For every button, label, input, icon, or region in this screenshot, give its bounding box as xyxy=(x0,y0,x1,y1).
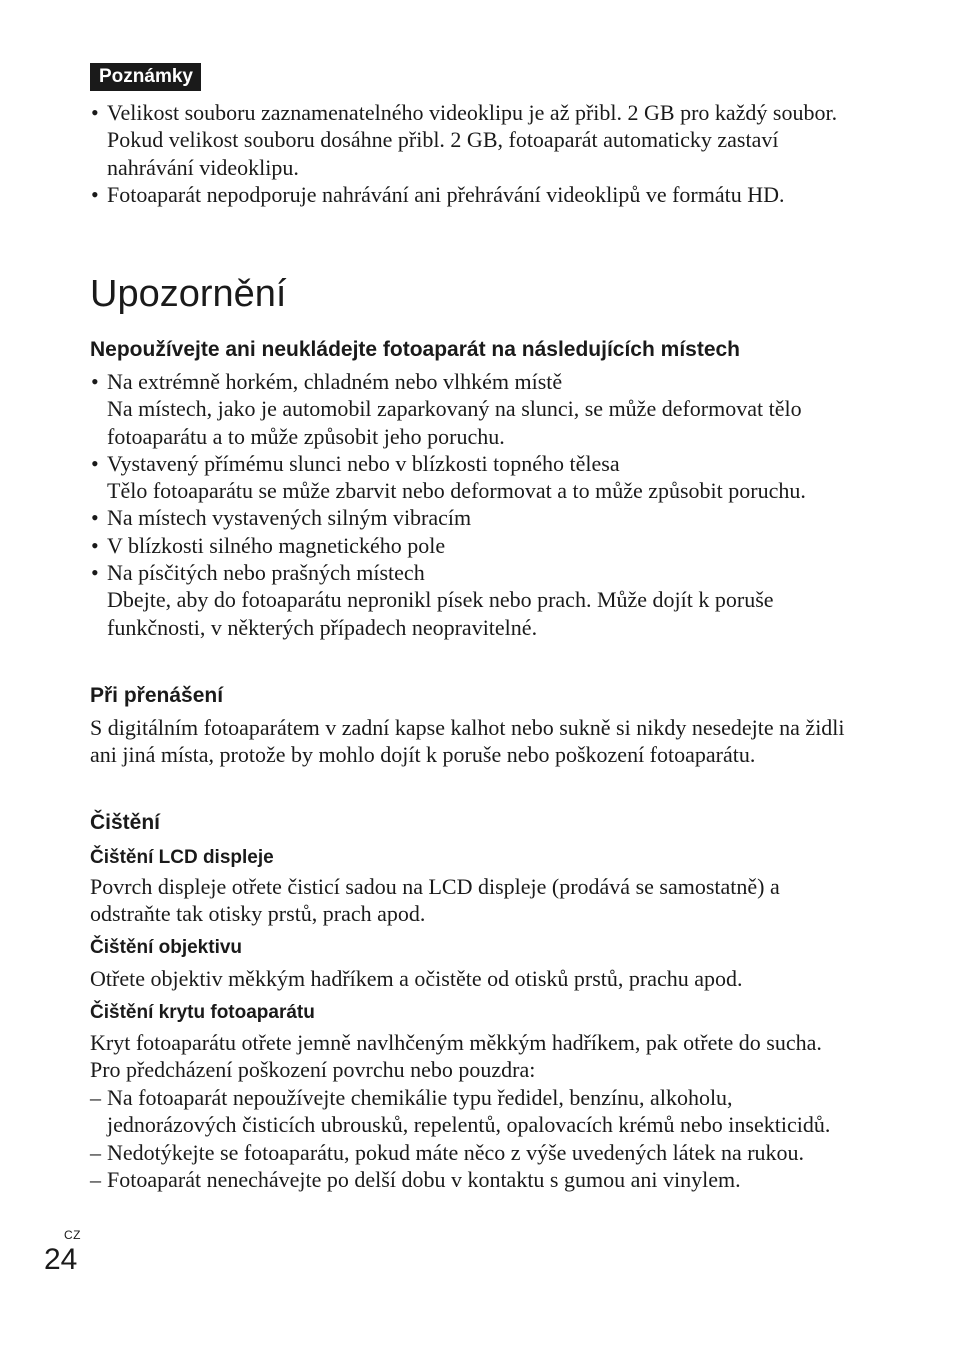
list-item-title: Na extrémně horkém, chladném nebo vlhkém místě xyxy=(107,369,563,394)
list-item: – Na fotoaparát nepoužívejte chemikálie typu ředidel, benzínu, alkoholu, jednorázových čisticích ubrousků, repelentů, opalovacích krémů nebo insekticidů. xyxy=(90,1084,850,1139)
subheading-body: Čištění krytu fotoaparátu xyxy=(90,1002,315,1023)
places-list xyxy=(90,368,850,641)
list-item: • Fotoaparát nepodporuje nahrávání ani přehrávání videoklipů ve formátu HD. xyxy=(90,181,850,208)
list-item xyxy=(90,504,850,531)
section-heading-carrying: Při přenášení xyxy=(90,684,224,707)
page-title: Upozornění xyxy=(90,273,287,315)
list-item xyxy=(90,368,850,450)
lcd-text: Povrch displeje otřete čisticí sadou na LCD displeje (prodává se samostatně) a odstraňte tak otisky prstů, prach apod. xyxy=(90,874,780,927)
subheading-lens: Čištění objektivu xyxy=(90,937,243,958)
list-item-title: Na místech vystavených silným vibracím xyxy=(107,505,472,531)
list-item: • Velikost souboru zaznamenatelného videoklipu je až přibl. 2 GB pro každý soubor. Pokud velikost souboru dosáhne přibl. 2 GB, fotoaparát automaticky zastaví nahrávání videoklipu. xyxy=(90,99,850,181)
section-heading-cleaning: Čištění xyxy=(90,811,161,834)
carrying-text: S digitálním fotoaparátem v zadní kapse kalhot nebo sukně si nikdy nesedejte na židli ani jiná místa, protože by mohlo dojít k poruše nebo poškození fotoaparátu. xyxy=(90,715,845,768)
notes-badge: Poznámky xyxy=(90,63,201,91)
list-item: – Fotoaparát nenechávejte po delší dobu v kontaktu s gumou ani vinylem. xyxy=(90,1166,850,1193)
section-heading-places: Nepoužívejte ani neukládejte fotoaparát na následujících místech xyxy=(90,338,741,361)
body-care-list xyxy=(90,1084,850,1193)
notes-list xyxy=(90,99,850,208)
list-item: – Nedotýkejte se fotoaparátu, pokud máte něco z výše uvedených látek na rukou. xyxy=(90,1139,850,1166)
list-item-title: Vystavený přímému slunci nebo v blízkosti topného tělesa xyxy=(107,450,620,476)
body-text: Kryt fotoaparátu otřete jemně navlhčeným měkkým hadříkem, pak otřete do sucha. Pro předcházení poškození povrchu nebo pouzdra: xyxy=(90,1030,822,1083)
list-item-detail: Na místech, jako je automobil zaparkovaný na slunci, se může deformovat tělo fotoaparátu a to může způsobit jeho poruchu. xyxy=(107,396,802,449)
list-item xyxy=(90,559,850,641)
list-item-title: Na písčitých nebo prašných místech xyxy=(107,560,425,586)
language-code: CZ xyxy=(64,1228,81,1242)
lens-text: Otřete objektiv měkkým hadříkem a očistěte od otisků prstů, prachu apod. xyxy=(90,966,743,991)
list-item xyxy=(90,532,850,559)
page-number: 24 xyxy=(44,1243,78,1276)
list-item-detail: Dbejte, aby do fotoaparátu nepronikl písek nebo prach. Může dojít k poruše funkčnosti, v některých případech neopravitelné. xyxy=(107,587,774,640)
list-item xyxy=(90,450,850,505)
subheading-lcd: Čištění LCD displeje xyxy=(90,847,274,868)
list-item-title: V blízkosti silného magnetického pole xyxy=(107,532,446,558)
list-item-detail: Tělo fotoaparátu se může zbarvit nebo deformovat a to může způsobit poruchu. xyxy=(107,478,806,504)
